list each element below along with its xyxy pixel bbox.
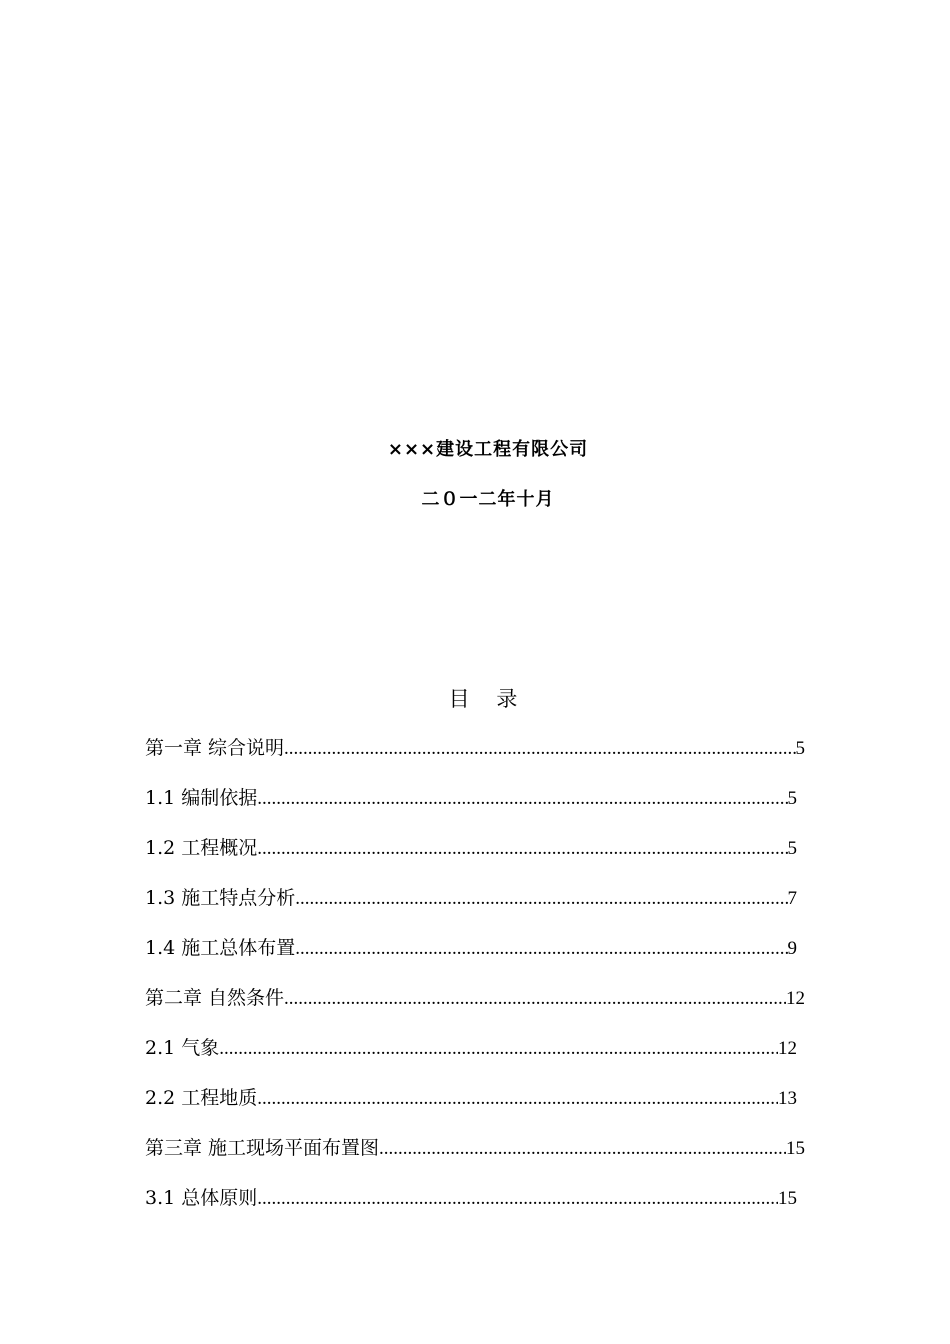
toc-dot-leader	[379, 1134, 786, 1164]
toc-entry-1-3[interactable]	[145, 883, 797, 933]
toc-page-number: 13	[778, 1088, 797, 1109]
company-name: ×××建设工程有限公司	[387, 439, 589, 460]
toc-page-number: 7	[787, 888, 797, 909]
toc-entry-1-2[interactable]	[145, 833, 797, 883]
toc-entry-label: 3.1 总体原则	[145, 1187, 258, 1209]
toc-entry-label: 第二章 自然条件	[145, 987, 285, 1009]
table-of-contents	[145, 733, 805, 1233]
toc-entry-label: 1.2 工程概况	[145, 837, 258, 859]
toc-entry-chapter-1[interactable]	[145, 733, 805, 783]
toc-page-number: 12	[778, 1038, 797, 1059]
toc-entry-1-4[interactable]	[145, 933, 797, 983]
toc-title: 目 录	[448, 687, 528, 711]
toc-entry-1-1[interactable]	[145, 783, 797, 833]
toc-dot-leader	[295, 884, 787, 914]
toc-entry-label: 第一章 综合说明	[145, 737, 285, 759]
document-date: 二０一二年十月	[421, 489, 555, 510]
toc-page-number: 12	[786, 988, 805, 1009]
toc-page-number: 5	[795, 738, 805, 759]
toc-page-number: 5	[787, 838, 797, 859]
toc-dot-leader	[257, 784, 787, 814]
toc-dot-leader	[257, 1184, 778, 1214]
toc-entry-3-1[interactable]	[145, 1183, 797, 1233]
toc-entry-label: 1.4 施工总体布置	[145, 937, 296, 959]
toc-entry-chapter-3[interactable]	[145, 1133, 805, 1183]
toc-entry-label: 1.1 编制依据	[145, 787, 258, 809]
toc-entry-2-1[interactable]	[145, 1033, 797, 1083]
toc-page-number: 15	[786, 1138, 805, 1159]
toc-entry-label: 2.2 工程地质	[145, 1087, 258, 1109]
toc-entry-2-2[interactable]	[145, 1083, 797, 1133]
toc-dot-leader	[219, 1034, 778, 1064]
toc-entry-label: 第三章 施工现场平面布置图	[145, 1137, 380, 1159]
toc-page-number: 9	[787, 938, 797, 959]
toc-page-number: 15	[778, 1188, 797, 1209]
toc-dot-leader	[295, 934, 787, 964]
toc-dot-leader	[284, 984, 786, 1014]
toc-page-number: 5	[787, 788, 797, 809]
toc-dot-leader	[284, 734, 795, 764]
toc-dot-leader	[257, 1084, 778, 1114]
toc-dot-leader	[257, 834, 787, 864]
toc-entry-chapter-2[interactable]	[145, 983, 805, 1033]
toc-entry-label: 2.1 气象	[145, 1037, 220, 1059]
toc-entry-label: 1.3 施工特点分析	[145, 887, 296, 909]
